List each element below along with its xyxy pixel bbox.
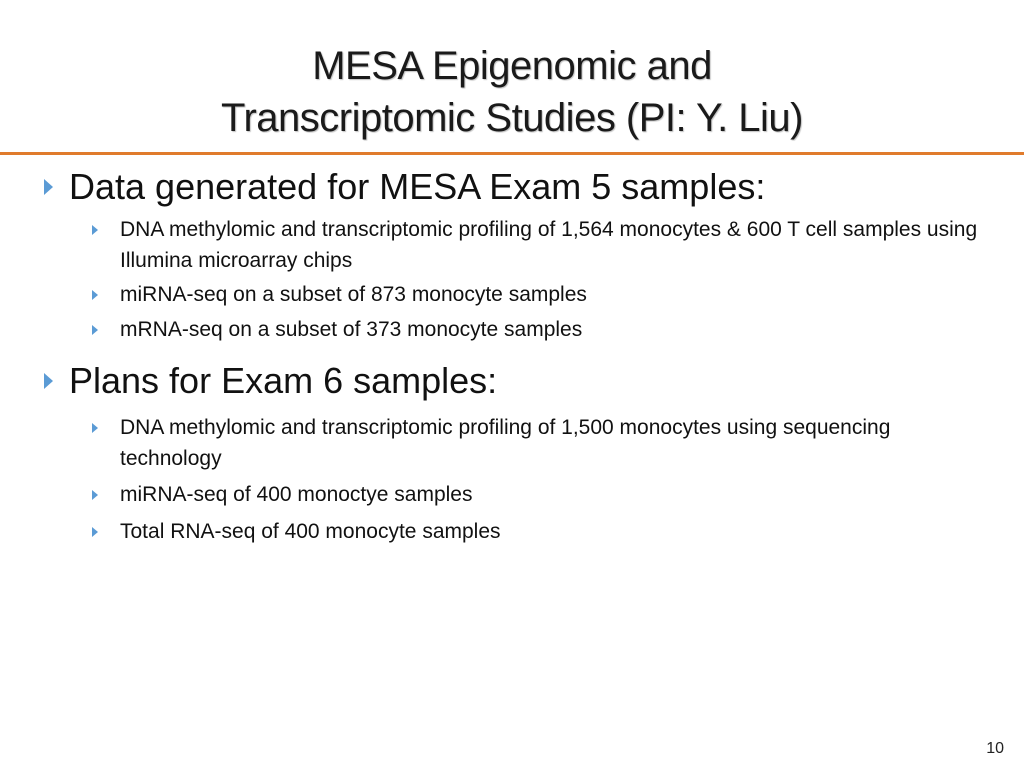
bullet-text: Plans for Exam 6 samples: [69, 360, 498, 401]
sub-bullet-exam5-mrna [92, 314, 992, 345]
sub-bullet-arrow-icon [92, 225, 98, 235]
sub-bullet-text: miRNA-seq of 400 monoctye samples [120, 483, 473, 506]
sub-bullet-text: DNA methylomic and transcriptomic profiling of 1,500 monocytes using sequencing technology [120, 416, 891, 470]
sub-bullet-arrow-icon [92, 290, 98, 300]
slide-title [0, 40, 1024, 144]
sub-bullet-arrow-icon [92, 490, 98, 500]
sub-bullet-exam5-profiling [92, 214, 992, 276]
sub-bullet-exam5-mirna [92, 279, 992, 310]
slide-title-line-1: MESA Epigenomic and [312, 44, 712, 88]
slide-title-line-2: Transcriptomic Studies (PI: Y. Liu) [221, 96, 803, 140]
sub-bullet-text: Total RNA-seq of 400 monocyte samples [120, 520, 501, 543]
bullet-arrow-icon [44, 373, 53, 389]
sub-bullet-text: mRNA-seq on a subset of 373 monocyte samples [120, 318, 583, 341]
sub-bullet-arrow-icon [92, 527, 98, 537]
sub-bullet-text: miRNA-seq on a subset of 873 monocyte samples [120, 283, 587, 306]
bullet-exam6 [44, 360, 497, 402]
sub-bullet-exam6-profiling [92, 412, 992, 474]
bullet-arrow-icon [44, 179, 53, 195]
bullet-text: Data generated for MESA Exam 5 samples: [69, 166, 766, 207]
sub-bullet-arrow-icon [92, 423, 98, 433]
sub-bullet-arrow-icon [92, 325, 98, 335]
title-divider [0, 152, 1024, 155]
sub-bullet-exam6-mirna [92, 479, 992, 510]
page-number: 10 [986, 740, 1004, 757]
bullet-exam5 [44, 166, 765, 208]
sub-bullet-exam6-total-rna [92, 516, 992, 547]
sub-bullet-text: DNA methylomic and transcriptomic profiling of 1,564 monocytes & 600 T cell samples using Illumina microarray chips [120, 218, 978, 272]
